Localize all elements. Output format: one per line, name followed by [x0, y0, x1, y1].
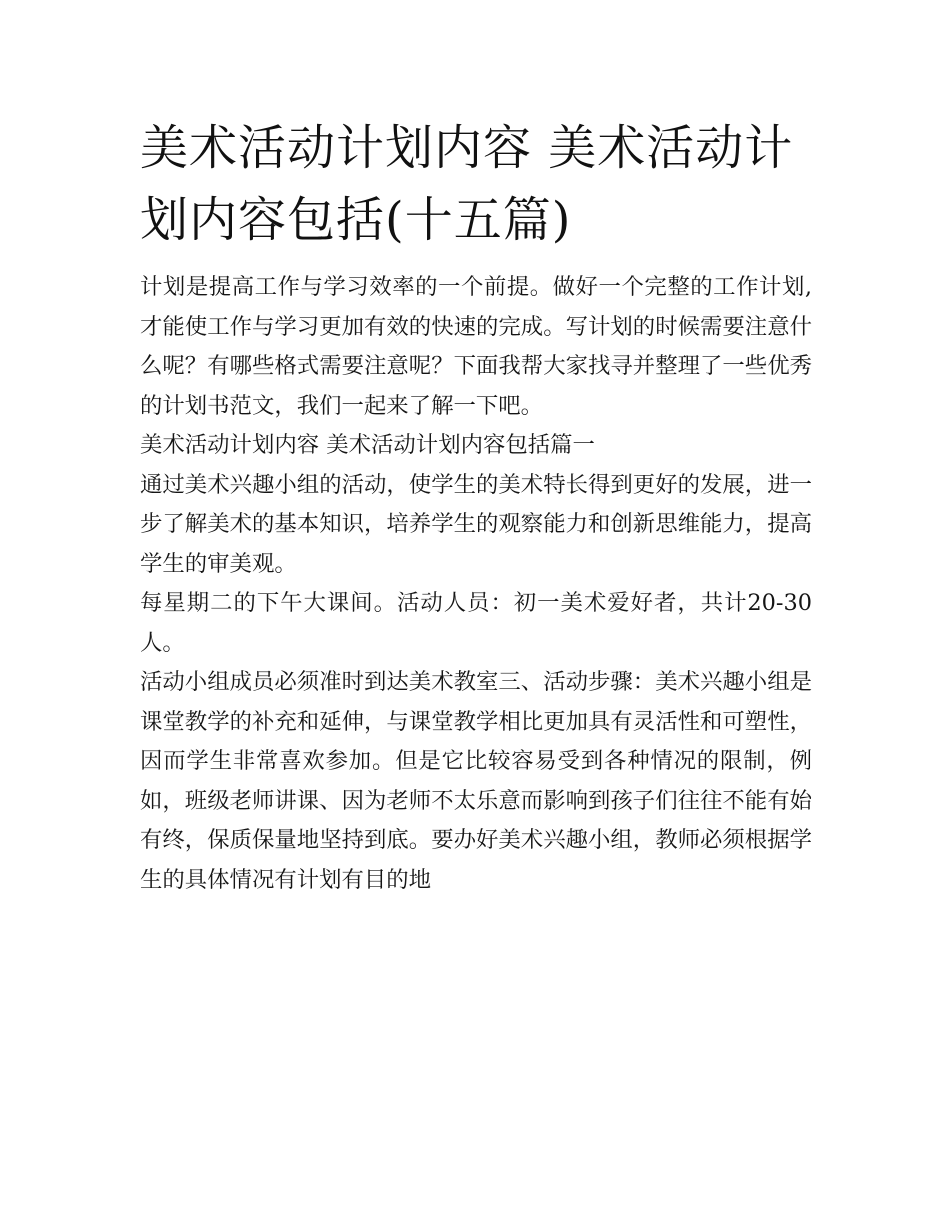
steps-paragraph: 活动小组成员必须准时到达美术教室三、活动步骤：美术兴趣小组是课堂教学的补充和延伸，与课堂教学相比更加具有灵活性和可塑性，因而学生非常喜欢参加。但是它比较容易受到各种情况的限制，例如，班级老师讲课、因为老师不太乐意而影响到孩子们往往不能有始有终，保质保量地坚持到底。要办好美术兴趣小组，教师必须根据学生的具体情况有计划有目的地: [140, 669, 812, 893]
document-title: 美术活动计划内容 美术活动计划内容包括(十五篇): [140, 120, 794, 248]
document-content: [140, 112, 812, 900]
schedule-paragraph: 每星期二的下午大课间。活动人员：初一美术爱好者，共计20-30人。: [140, 590, 812, 656]
document-body: [140, 268, 812, 900]
section-heading: 美术活动计划内容 美术活动计划内容包括篇一: [140, 432, 595, 458]
intro-paragraph: 计划是提高工作与学习效率的一个前提。做好一个完整的工作计划,才能使工作与学习更加有效的快速的完成。写计划的时候需要注意什么呢？有哪些格式需要注意呢？下面我帮大家找寻并整理了一些优秀的计划书范文，我们一起来了解一下吧。: [140, 274, 812, 419]
objective-paragraph: 通过美术兴趣小组的活动，使学生的美术特长得到更好的发展，进一步了解美术的基本知识，培养学生的观察能力和创新思维能力，提高学生的审美观。: [140, 471, 812, 577]
